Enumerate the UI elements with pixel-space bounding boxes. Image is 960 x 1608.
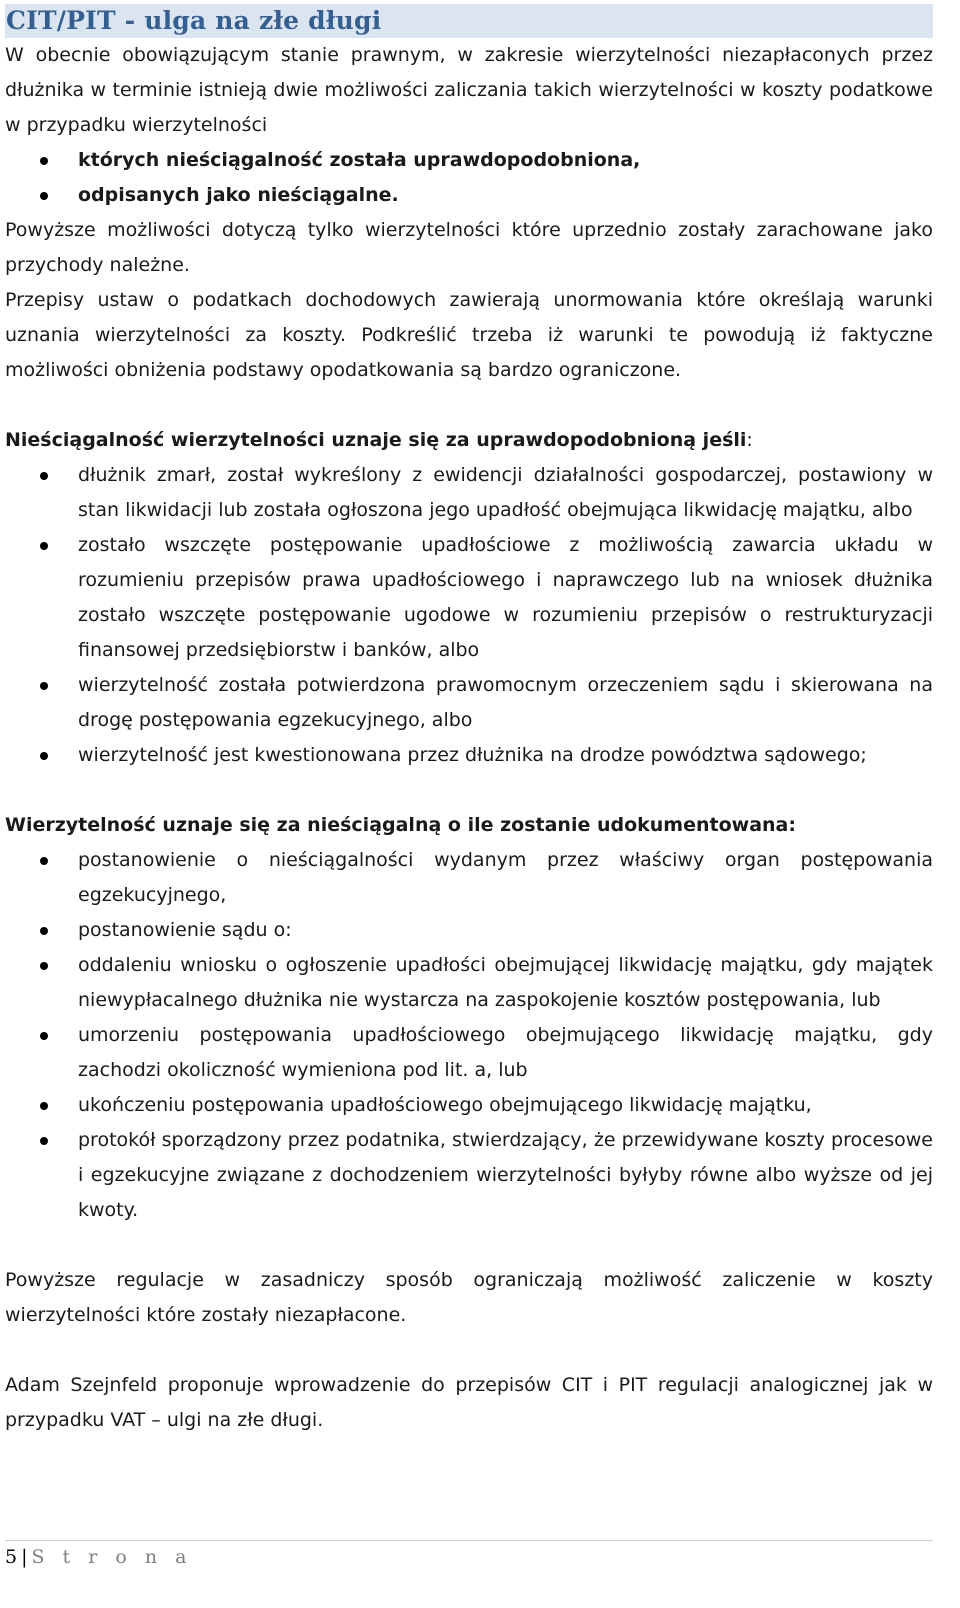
intro-paragraph: W obecnie obowiązującym stanie prawnym, w zakresie wierzytelności niezapłaconych przez dłużnika w terminie istnieją dwie możliwości zaliczania takich wierzytelności w koszty podatkowe w przypadku wierzytelności [5,44,933,136]
list-item-text: wierzytelność jest kwestionowana przez dłużnika na drodze powództwa sądowego; [78,744,867,766]
list-item [5,178,933,213]
list-item-text: zostało wszczęte postępowanie upadłościowe z możliwością zawarcia układu w rozumieniu przepisów prawa upadłościowego i naprawczego lub na wniosek dłużnika zostało wszczęte postępowanie ugodowe w rozumieniu przepisów o restrukturyzacji finansowej przedsiębiorstw i banków, albo [78,534,933,661]
bullet-icon [40,962,48,970]
list-item [5,458,933,528]
section-2-list [5,843,933,1228]
bullet-icon [40,192,48,200]
list-item [5,738,933,773]
list-item [5,1018,933,1088]
title-bar [5,4,933,38]
paragraph-3: Powyższe regulacje w zasadniczy sposób ograniczają możliwość zaliczenie w koszty wierzytelności które zostały niezapłacone. [5,1269,933,1326]
section-1-heading-suffix: : [746,429,753,451]
bullet-icon [40,542,48,550]
list-item-text: których nieściągalność została uprawdopodobniona, [78,149,641,171]
bullet-icon [40,1102,48,1110]
page-number: 5 [5,1546,18,1568]
bullet-icon [40,752,48,760]
spacer [5,388,933,423]
bullet-icon [40,682,48,690]
list-item [5,843,933,913]
list-item [5,1088,933,1123]
bullet-icon [40,472,48,480]
footer-separator: | [21,1546,28,1568]
section-2-heading: Wierzytelność uznaje się za nieściągalną o ile zostanie udokumentowana: [5,814,796,836]
list-item [5,143,933,178]
page-title: CIT/PIT - ulga na złe długi [6,6,382,35]
footer-label: S t r o n a [31,1546,193,1568]
list-item-text: oddaleniu wniosku o ogłoszenie upadłości obejmującej likwidację majątku, gdy majątek niewypłacalnego dłużnika nie wystarcza na zaspokojenie kosztów postępowania, lub [78,954,933,1011]
bullet-icon [40,1137,48,1145]
list-item-text: wierzytelność została potwierdzona prawomocnym orzeczeniem sądu i skierowana na drogę postępowania egzekucyjnego, albo [78,674,933,731]
list-item-text: odpisanych jako nieściągalne. [78,184,399,206]
section-1-heading-text: Nieściągalność wierzytelności uznaje się za uprawdopodobnioną jeśli [5,429,747,451]
list-item [5,528,933,668]
page-footer [5,1540,933,1568]
list-item [5,1123,933,1228]
paragraph-1: Powyższe możliwości dotyczą tylko wierzytelności które uprzednio zostały zarachowane jako przychody należne. [5,219,933,276]
section-1-heading [5,423,933,458]
bullet-icon [40,927,48,935]
list-item [5,948,933,1018]
list-item-text: dłużnik zmarł, został wykreślony z ewidencji działalności gospodarczej, postawiony w stan likwidacji lub została ogłoszona jego upadłość obejmująca likwidację majątku, albo [78,464,933,521]
bullet-icon [40,857,48,865]
list-item-text: postanowienie o nieściągalności wydanym przez właściwy organ postępowania egzekucyjnego, [78,849,933,906]
section-1-list [5,458,933,773]
spacer [5,773,933,808]
list-item [5,913,933,948]
paragraph-2: Przepisy ustaw o podatkach dochodowych zawierają unormowania które określają warunki uznania wierzytelności za koszty. Podkreślić trzeba iż warunki te powodują iż faktyczne możliwości obniżenia podstawy opodatkowania są bardzo ograniczone. [5,289,933,381]
bullet-icon [40,1032,48,1040]
spacer [5,1333,933,1368]
list-item-text: protokół sporządzony przez podatnika, stwierdzający, że przewidywane koszty procesowe i egzekucyjne związane z dochodzeniem wierzytelności byłyby równe albo wyższe od jej kwoty. [78,1129,933,1221]
spacer [5,1228,933,1263]
list-item [5,668,933,738]
list-item-text: ukończeniu postępowania upadłościowego obejmującego likwidację majątku, [78,1094,812,1116]
list-item-text: postanowienie sądu o: [78,919,292,941]
document-page [5,4,933,1438]
intro-list [5,143,933,213]
list-item-text: umorzeniu postępowania upadłościowego obejmującego likwidację majątku, gdy zachodzi okoliczność wymieniona pod lit. a, lub [78,1024,933,1081]
bullet-icon [40,157,48,165]
paragraph-4: Adam Szejnfeld proponuje wprowadzenie do przepisów CIT i PIT regulacji analogicznej jak w przypadku VAT – ulgi na złe długi. [5,1374,933,1431]
